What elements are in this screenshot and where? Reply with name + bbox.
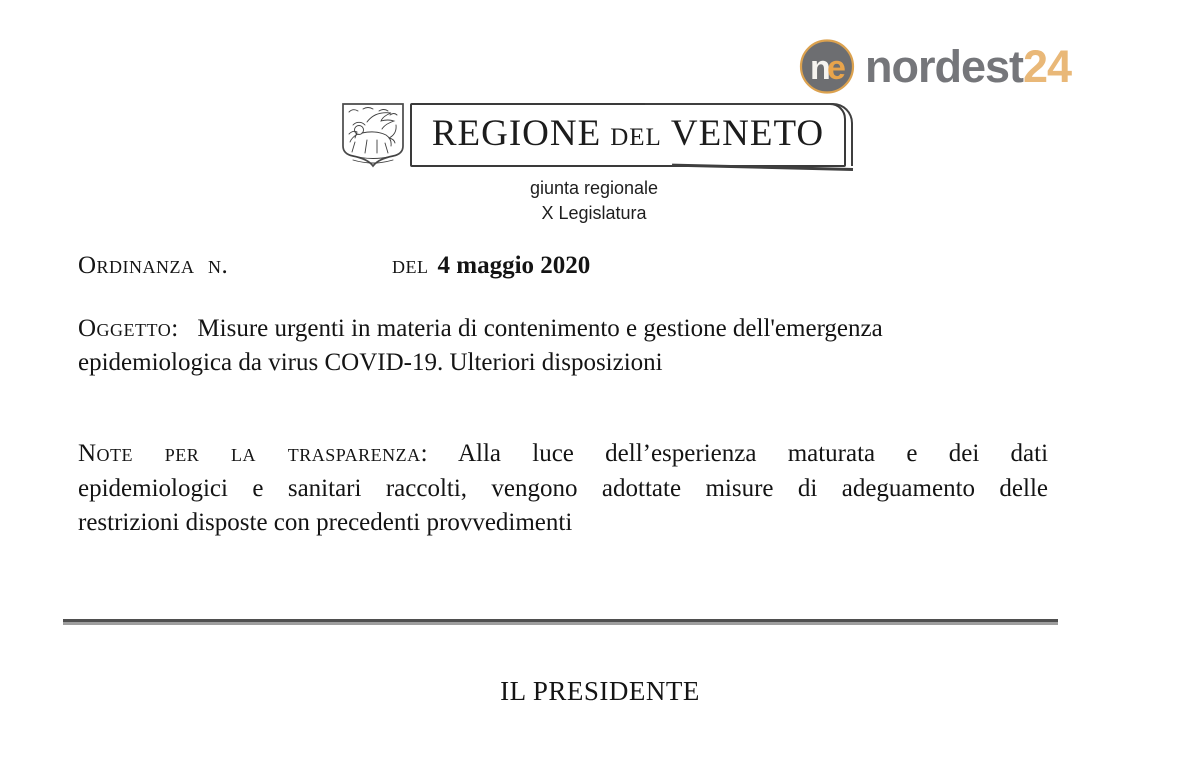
ordinance-date: 4 maggio 2020 <box>437 252 591 279</box>
subject-line-1 <box>78 312 1048 346</box>
region-title-last: VENETO <box>670 113 825 154</box>
ordinance-number-label: Ordinanza n. <box>78 252 229 279</box>
wordmark-orange: 24 <box>1023 40 1072 92</box>
note-text-1: Alla luce dell’esperienza maturata e dei dati <box>428 440 1049 467</box>
wordmark-gray: nordest <box>865 40 1024 92</box>
veneto-coat-of-arms-icon <box>337 100 409 179</box>
note-line-3: restrizioni disposte con precedenti provvedimenti <box>78 509 573 536</box>
ordinance-line <box>78 250 1048 282</box>
header-box-outline-bottom <box>672 163 853 170</box>
svg-text:e: e <box>827 49 846 87</box>
note-label: Note per la trasparenza: <box>78 440 429 467</box>
president-title: IL PRESIDENTE <box>500 676 700 706</box>
subject-label: Oggetto: <box>78 315 179 342</box>
note-line-2: epidemiologici e sanitari raccolti, vengono adottate misure di adeguamento delle <box>78 474 1048 502</box>
region-title-del: DEL <box>610 124 662 151</box>
svg-text:n: n <box>810 49 831 87</box>
region-title <box>432 112 824 158</box>
nordest24-logo-icon <box>799 38 855 95</box>
subject-text-1: Misure urgenti in materia di contenimento e gestione dell'emergenza <box>178 315 883 342</box>
nordest24-logo <box>799 38 1071 95</box>
transparency-note-paragraph <box>78 437 1048 541</box>
subject-paragraph <box>78 312 1048 380</box>
region-header-box <box>410 103 846 167</box>
region-title-first: REGIONE <box>431 113 602 154</box>
horizontal-rule <box>63 619 1058 622</box>
subtitle-giunta: giunta regionale <box>529 178 659 198</box>
nordest24-wordmark <box>865 39 1071 95</box>
subject-line-2: epidemiologica da virus COVID-19. Ulteriori disposizioni <box>78 349 663 376</box>
ordinance-del-label: del <box>392 252 429 279</box>
header-subtitle <box>0 176 1188 226</box>
subtitle-legislatura: X Legislatura <box>541 203 647 223</box>
note-line-1 <box>78 437 1048 472</box>
